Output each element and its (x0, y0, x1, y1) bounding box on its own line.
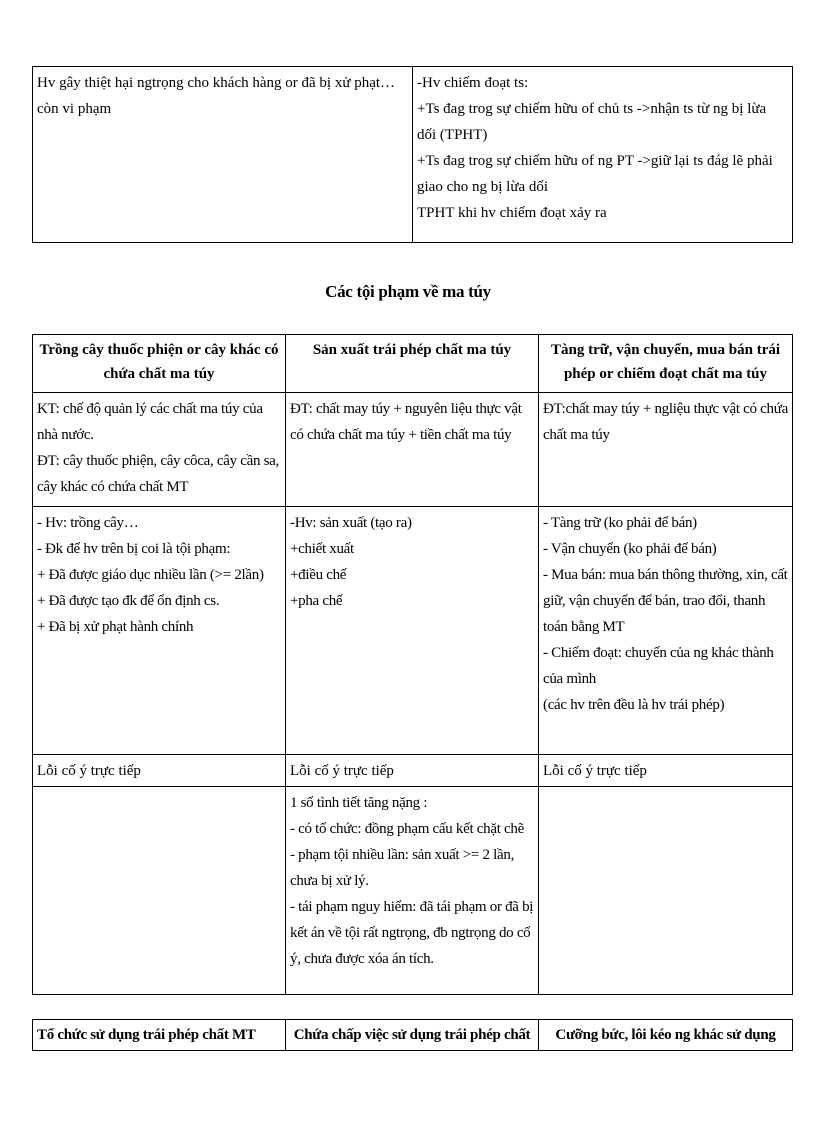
table-cell: Lỗi cố ý trực tiếp (33, 755, 286, 787)
table-cell (539, 393, 793, 507)
section-title: Các tội phạm về ma túy (325, 282, 491, 301)
drug-use-table (32, 1019, 793, 1051)
text-line: - Đk để hv trên bị coi là tội phạm: (37, 541, 231, 557)
text-line: +Ts đag trog sự chiếm hữu of chủ ts ->nhận ts từ ng bị lừa dối (TPHT) (417, 101, 767, 143)
column-header: Tàng trữ, vận chuyển, mua bán trái phép or chiếm đoạt chất ma túy (539, 335, 793, 393)
table-cell (286, 507, 539, 755)
table-row (33, 393, 793, 507)
fraud-table (32, 66, 793, 243)
text-line: - Vận chuyển (ko phải để bán) (543, 541, 717, 557)
text-line: +chiết xuất (290, 541, 354, 557)
table-cell (286, 787, 539, 995)
table-row (33, 67, 793, 243)
fraud-acts-cell (413, 67, 793, 243)
text-line: -Hv chiếm đoạt ts: (417, 75, 529, 91)
table-header-row (33, 335, 793, 393)
text-line: - Tàng trữ (ko phải để bán) (543, 515, 697, 531)
table-cell (33, 393, 286, 507)
table-header-row (33, 1020, 793, 1051)
table-cell (33, 787, 286, 995)
text-line: +điều chế (290, 567, 347, 583)
table-cell (286, 393, 539, 507)
column-header: Sản xuất trái phép chất ma túy (286, 335, 539, 393)
column-header: Cưỡng bức, lôi kéo ng khác sử dụng (539, 1020, 793, 1051)
text-line: 1 số tình tiết tăng nặng : (290, 795, 428, 811)
table-cell (33, 507, 286, 755)
text-line: + Đã được tạo đk để ổn định cs. (37, 593, 220, 609)
text-line: - tái phạm nguy hiểm: đã tái phạm or đã bị kết án về tội rất ngtrọng, đb ngtrọng do cố ý, chưa được xóa án tích. (290, 899, 534, 967)
text-line: ĐT: chất may túy + nguyên liệu thực vật có chứa chất ma túy + tiền chất ma túy (290, 401, 522, 443)
text-line: - có tổ chức: đồng phạm cấu kết chặt chẽ (290, 821, 524, 837)
table-cell: Lỗi cố ý trực tiếp (539, 755, 793, 787)
text-line: -Hv: sản xuất (tạo ra) (290, 515, 412, 531)
text-line: ĐT: cây thuốc phiện, cây côca, cây cần sa, cây khác có chứa chất MT (37, 453, 279, 495)
table-row (33, 787, 793, 995)
column-header: Trồng cây thuốc phiện or cây khác có chứa chất ma túy (33, 335, 286, 393)
table-cell (539, 787, 793, 995)
text-line: + Đã được giáo dục nhiều lần (>= 2lần) (37, 567, 264, 583)
table-row (33, 755, 793, 787)
text-line: (các hv trên đều là hv trái phép) (543, 697, 725, 713)
text-line: KT: chế độ quản lý các chất ma túy của nhà nước. (37, 401, 263, 443)
table-row (33, 507, 793, 755)
text-line: Hv gây thiệt hại ngtrọng cho khách hàng or đã bị xử phạt…còn vi phạm (37, 75, 396, 117)
table-cell: Lỗi cố ý trực tiếp (286, 755, 539, 787)
column-header: Chứa chấp việc sử dụng trái phép chất (286, 1020, 539, 1051)
table-cell (539, 507, 793, 755)
text-line: - phạm tội nhiều lần: sản xuất >= 2 lần, chưa bị xử lý. (290, 847, 515, 889)
text-line: ĐT:chất may túy + ngliệu thực vật có chứa chất ma túy (543, 401, 788, 443)
drug-crimes-table (32, 334, 793, 995)
text-line: - Chiếm đoạt: chuyển của ng khác thành của mình (543, 645, 774, 687)
column-header: Tổ chức sử dụng trái phép chất MT (33, 1020, 286, 1051)
text-line: - Mua bán: mua bán thông thường, xin, cất giữ, vận chuyển để bán, trao đổi, thanh toán bằng MT (543, 567, 788, 635)
text-line: +pha chế (290, 593, 343, 609)
text-line: - Hv: trồng cây… (37, 515, 139, 531)
fraud-conditions-cell (33, 67, 413, 243)
text-line: + Đã bị xử phạt hành chính (37, 619, 194, 635)
text-line: TPHT khi hv chiếm đoạt xảy ra (417, 205, 607, 221)
text-line: +Ts đag trog sự chiếm hữu of ng PT ->giữ lại ts đág lẽ phải giao cho ng bị lừa dối (417, 153, 773, 195)
